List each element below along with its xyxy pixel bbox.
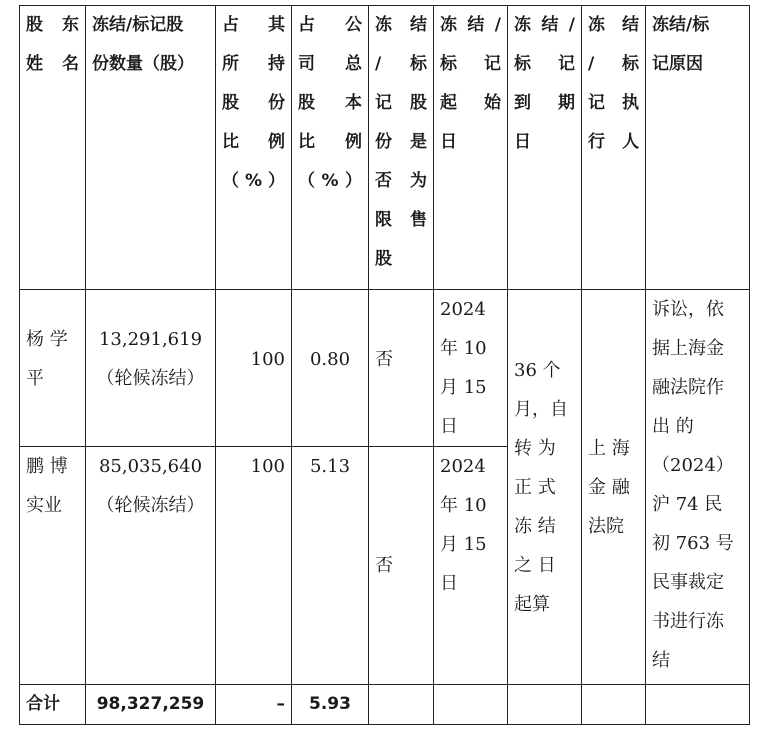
pct-of-holding: 100 bbox=[216, 290, 292, 447]
header-frozen-quantity: 冻结/标记股 份数量（股） bbox=[86, 6, 216, 290]
total-pct-of-total-shares: 5.93 bbox=[292, 685, 369, 725]
quantity-value: 13,291,619 bbox=[98, 329, 203, 350]
shareholder-name: 杨 学 平 bbox=[20, 290, 86, 447]
header-restricted: 冻结 / 标 记股 份是 否为 限售 股 bbox=[369, 6, 434, 290]
header-pct-of-total-shares: 占 公 司 总 股 本 比 例 （%） bbox=[292, 6, 369, 290]
frozen-quantity bbox=[86, 447, 216, 685]
total-empty-cell bbox=[582, 685, 646, 725]
total-pct-of-holding: – bbox=[216, 685, 292, 725]
start-date: 2024 年 10 月 15 日 bbox=[434, 290, 508, 447]
start-date: 2024 年 10 月 15 日 bbox=[434, 447, 508, 685]
header-start-date: 冻结/ 标 记 起 始 日 bbox=[434, 6, 508, 290]
quantity-note: （轮候冻结） bbox=[96, 368, 205, 389]
total-empty-cell bbox=[508, 685, 582, 725]
total-empty-cell bbox=[646, 685, 750, 725]
header-pct-of-holding: 占 其 所 持 股 份 比 例 （%） bbox=[216, 6, 292, 290]
shareholder-name: 鹏 博 实业 bbox=[20, 447, 86, 685]
header-executor: 冻 结 / 标 记执 行人 bbox=[582, 6, 646, 290]
total-label: 合计 bbox=[20, 685, 86, 725]
table-row bbox=[20, 290, 750, 447]
pct-of-holding: 100 bbox=[216, 447, 292, 685]
total-quantity: 98,327,259 bbox=[86, 685, 216, 725]
quantity-note: （轮候冻结） bbox=[96, 495, 205, 516]
pct-of-total-shares: 0.80 bbox=[292, 290, 369, 447]
total-empty-cell bbox=[434, 685, 508, 725]
header-reason: 冻结/标 记原因 bbox=[646, 6, 750, 290]
total-empty-cell bbox=[369, 685, 434, 725]
pct-of-total-shares: 5.13 bbox=[292, 447, 369, 685]
restricted-flag: 否 bbox=[369, 447, 434, 685]
total-row bbox=[20, 685, 750, 725]
header-row bbox=[20, 6, 750, 290]
header-end-date: 冻结/ 标 记 到 期 日 bbox=[508, 6, 582, 290]
quantity-value: 85,035,640 bbox=[98, 456, 203, 477]
end-date: 36 个 月，自 转 为 正 式 冻 结 之 日 起算 bbox=[508, 290, 582, 685]
executor: 上 海 金 融 法院 bbox=[582, 290, 646, 685]
freeze-reason: 诉讼，依 据上海金 融法院作 出 的 （2024） 沪 74 民 初 763 号 民事裁定 书进行冻 结 bbox=[646, 290, 750, 685]
frozen-quantity bbox=[86, 290, 216, 447]
restricted-flag: 否 bbox=[369, 290, 434, 447]
share-freeze-table bbox=[19, 5, 750, 725]
header-shareholder-name: 股东 姓名 bbox=[20, 6, 86, 290]
